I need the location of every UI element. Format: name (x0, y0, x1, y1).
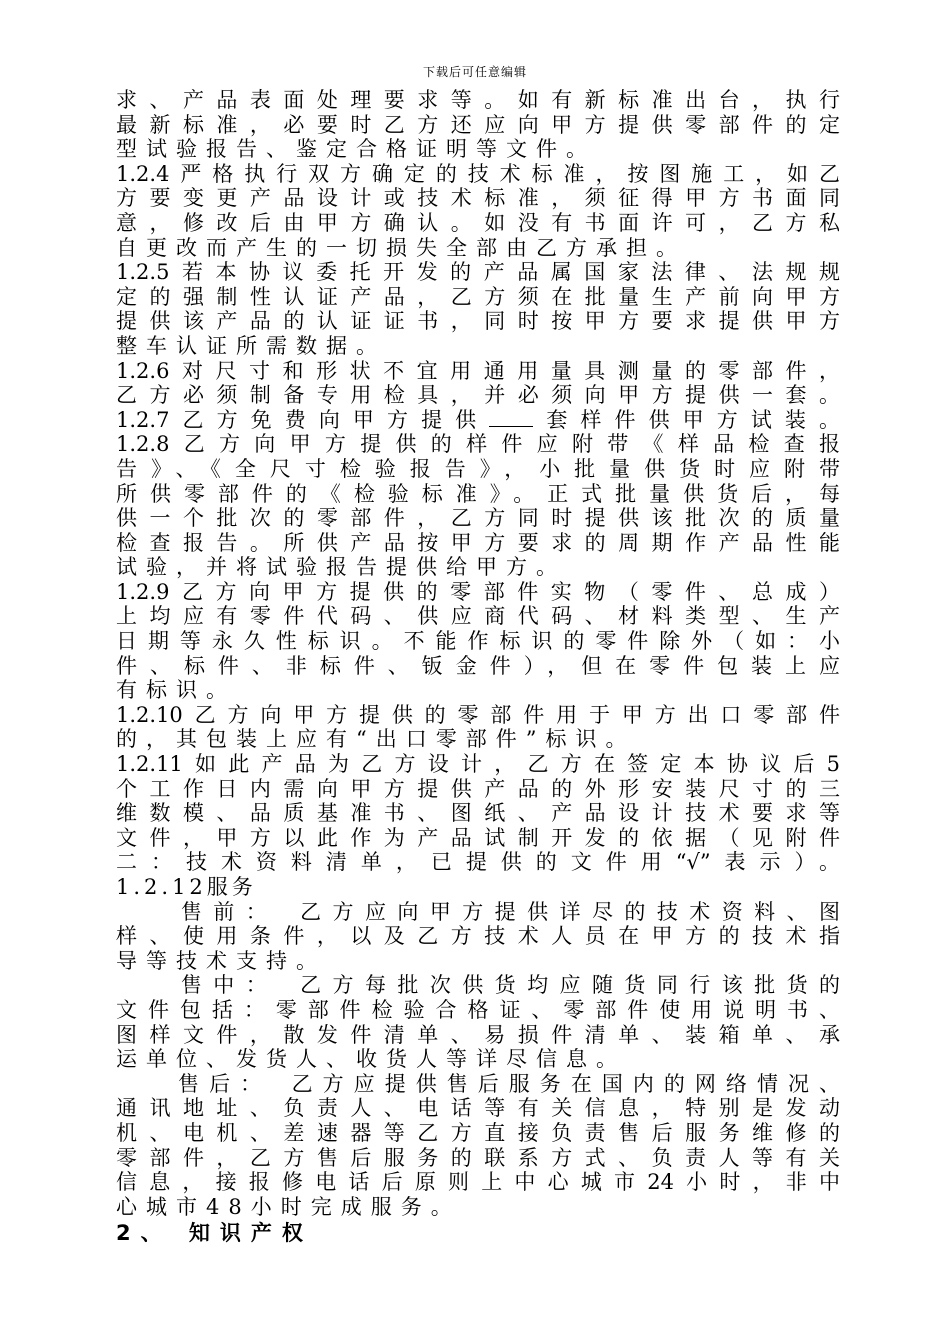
text-line: 文件包括：零部件检验合格证、零部件使用说明书、 (116, 997, 840, 1022)
text-line: 日期等永久性标识。不能作标识的零件除外（如：小 (116, 629, 840, 654)
text-line: 通讯地址、负责人、电话等有关信息，特别是发动 (116, 1096, 840, 1121)
text-line: 维数模、品质基准书、图纸、产品设计技术要求等 (116, 801, 840, 826)
text-line: 1.2.9乙方向甲方提供的零部件实物（零件、总成） (116, 579, 840, 604)
text-line: 个工作日内需向甲方提供产品的外形安装尺寸的三 (116, 776, 840, 801)
text-line: 1.2.8乙方向甲方提供的样件应附带《样品检查报 (116, 432, 840, 457)
text-line-part: 1.2.7乙方免费向甲方提供 (116, 407, 490, 432)
text-line: 售后： 乙方应提供售后服务在国内的网络情况、 (116, 1071, 840, 1096)
text-line: 件、标件、非标件、钣金件），但在零件包装上应 (116, 653, 840, 678)
text-line: 上均应有零件代码、供应商代码、材料类型、生产 (116, 604, 840, 629)
text-line-1-2-7 (116, 408, 840, 433)
page-header-note: 下载后可任意编辑 (422, 65, 527, 79)
text-line: 整车认证所需数据。 (116, 333, 386, 358)
text-line: 售前： 乙方应向甲方提供详尽的技术资料、图 (116, 899, 840, 924)
text-line: 最新标准，必要时乙方还应向甲方提供零部件的定 (116, 112, 840, 137)
text-line: 所供零部件的《检验标准》。正式批量供货后，每 (116, 481, 840, 506)
text-line: 检查报告。所供产品按甲方要求的周期作产品性能 (116, 530, 840, 555)
text-line: 求、产品表面处理要求等。如有新标准出台，执行 (116, 88, 840, 112)
text-line-part: 套样件供甲方试装。 (533, 407, 841, 432)
text-line: 心城市48小时完成服务。 (116, 1194, 461, 1219)
text-line: 机、电机、差速器等乙方直接负责售后服务维修的 (116, 1120, 840, 1145)
text-line: 零部件，乙方售后服务的联系方式、负责人等有关 (116, 1145, 840, 1170)
text-line: 二：技术资料清单，已提供的文件用“√”表示）。 (116, 850, 840, 875)
text-line: 告》、《全尺寸检验报告》，小批量供货时应附带 (116, 456, 840, 481)
text-line: 试验，并将试验报告提供给甲方。 (116, 555, 566, 580)
section-heading: 2、 知识产权 (116, 1221, 313, 1246)
text-line: 文件，甲方以此作为产品试制开发的依据（见附件 (116, 825, 840, 850)
text-line: 运单位、发货人、收货人等详尽信息。 (116, 1047, 626, 1072)
text-line: 的，其包装上应有“出口零部件”标识。 (116, 727, 636, 752)
text-line: 方要变更产品设计或技术标准，须征得甲方书面同 (116, 186, 840, 211)
text-line: 1.2.6对尺寸和形状不宜用通用量具测量的零部件， (116, 358, 840, 383)
text-line: 意，修改后由甲方确认。如没有书面许可，乙方私 (116, 210, 840, 235)
text-line: 供一个批次的零部件，乙方同时提供该批次的质量 (116, 506, 840, 531)
text-line: 提供该产品的认证证书，同时按甲方要求提供甲方 (116, 309, 840, 334)
text-line: 定的强制性认证产品，乙方须在批量生产前向甲方 (116, 284, 840, 309)
text-line: 1.2.12服务 (116, 875, 257, 899)
text-line: 1.2.11如此产品为乙方设计，乙方在签定本协议后5 (116, 752, 840, 777)
text-line: 图样文件，散发件清单、易损件清单、装箱单、承 (116, 1022, 840, 1047)
blank-underline (489, 408, 533, 427)
text-line: 型试验报告、鉴定合格证明等文件。 (116, 137, 596, 162)
text-line: 信息，接报修电话后原则上中心城市24小时，非中 (116, 1170, 840, 1195)
document-body (116, 88, 840, 1246)
text-line: 1.2.5若本协议委托开发的产品属国家法律、法规规 (116, 260, 840, 285)
text-line: 1.2.10乙方向甲方提供的零部件用于甲方出口零部件 (116, 702, 840, 727)
text-line: 有标识。 (116, 678, 236, 703)
text-line: 导等技术支持。 (116, 948, 326, 973)
text-line: 售中： 乙方每批次供货均应随货同行该批货的 (116, 973, 840, 998)
text-line: 样、使用条件，以及乙方技术人员在甲方的技术指 (116, 924, 840, 949)
text-line: 1.2.4严格执行双方确定的技术标准，按图施工，如乙 (116, 161, 840, 186)
text-line: 乙方必须制备专用检具，并必须向甲方提供一套。 (116, 383, 840, 408)
text-line: 自更改而产生的一切损失全部由乙方承担。 (116, 235, 686, 260)
